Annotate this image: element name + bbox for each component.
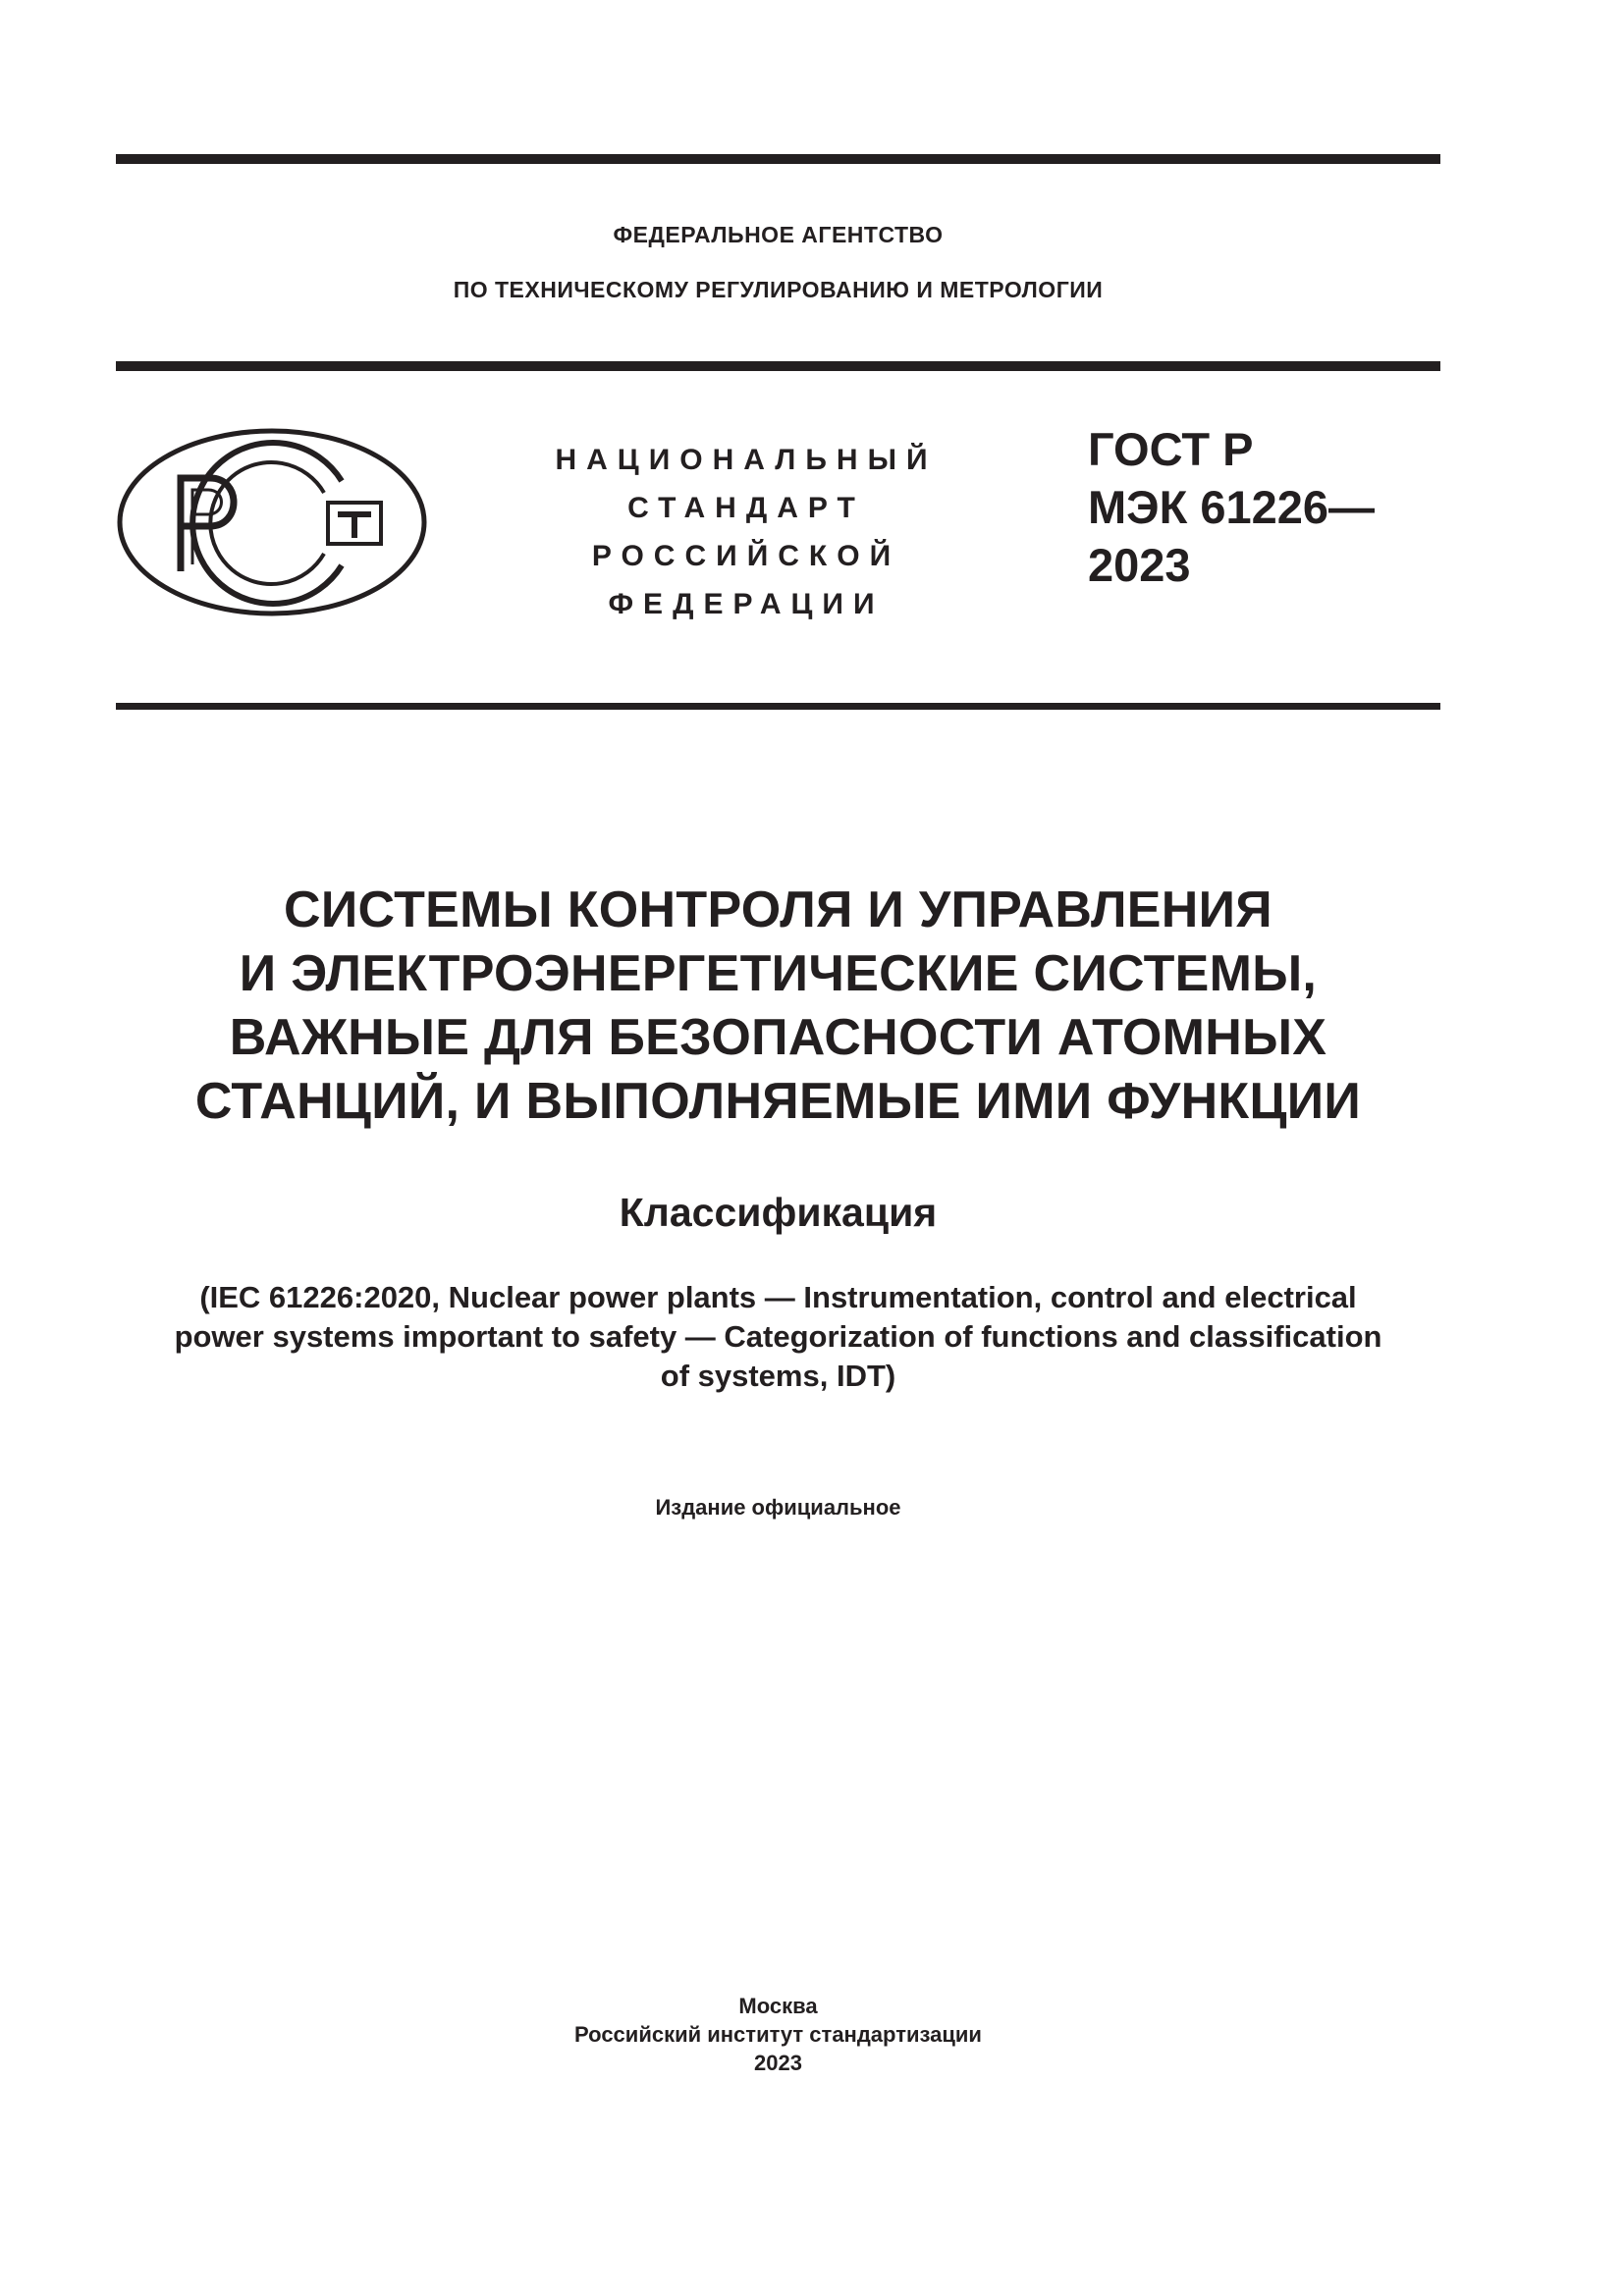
national-standard-label — [535, 436, 957, 628]
designation-line3: 2023 — [1088, 539, 1191, 591]
designation-line2: МЭК 61226— — [1088, 481, 1376, 533]
international-reference — [116, 1278, 1440, 1396]
title-line2: И ЭЛЕКТРОЭНЕРГЕТИЧЕСКИЕ СИСТЕМЫ, — [239, 945, 1318, 1002]
international-reference-line1: (IEC 61226:2020, Nuclear power plants — Instrumentation, control and electrical — [199, 1280, 1357, 1314]
national-standard-line1: НАЦИОНАЛЬНЫЙ — [555, 444, 938, 476]
title-line3: ВАЖНЫЕ ДЛЯ БЕЗОПАСНОСТИ АТОМНЫХ — [229, 1009, 1327, 1066]
imprint-year: 2023 — [754, 2051, 802, 2075]
standard-designation — [1088, 420, 1375, 594]
masthead-bottom-rule — [116, 703, 1440, 710]
national-standard-line4: ФЕДЕРАЦИИ — [608, 588, 885, 620]
title-line1: СИСТЕМЫ КОНТРОЛЯ И УПРАВЛЕНИЯ — [284, 881, 1272, 938]
agency-name-line2: ПО ТЕХНИЧЕСКОМУ РЕГУЛИРОВАНИЮ И МЕТРОЛОГИИ — [453, 277, 1104, 302]
national-standard-line3: РОССИЙСКОЙ — [591, 540, 901, 572]
header-rule — [116, 361, 1440, 371]
edition-note: Издание официальное — [655, 1495, 901, 1520]
imprint-publisher: Российский институт стандартизации — [574, 2022, 982, 2047]
designation-line1: ГОСТ Р — [1088, 423, 1254, 475]
document-subtitle: Классификация — [619, 1190, 938, 1235]
national-standard-line2: СТАНДАРТ — [627, 492, 865, 524]
international-reference-line3: of systems, IDT) — [660, 1359, 896, 1393]
title-line4: СТАНЦИЙ, И ВЫПОЛНЯЕМЫЕ ИМИ ФУНКЦИИ — [194, 1073, 1362, 1130]
gost-r-certification-mark-icon — [114, 424, 433, 620]
top-rule — [116, 154, 1440, 164]
international-reference-line2: power systems important to safety — Categorization of functions and classification — [174, 1319, 1382, 1354]
imprint-city: Москва — [738, 1994, 818, 2018]
agency-name-line1: ФЕДЕРАЛЬНОЕ АГЕНТСТВО — [613, 222, 944, 247]
imprint — [116, 1992, 1440, 2077]
document-title — [116, 879, 1440, 1134]
